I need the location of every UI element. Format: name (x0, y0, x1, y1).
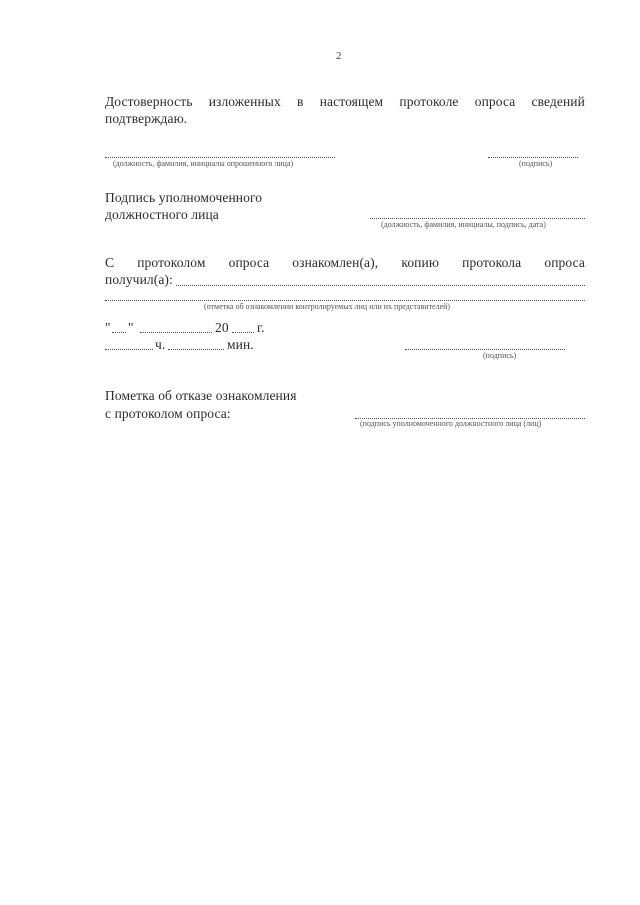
word: изложенных (208, 94, 281, 109)
time-minutes-label: мин. (227, 337, 254, 352)
refusal-label-1: Пометка об отказе ознакомления (105, 388, 297, 403)
official-signature-caption: (должность, фамилия, инициалы, подпись, дата) (381, 220, 546, 229)
word: ознакомлен(а), (292, 255, 379, 270)
official-signature-label-1: Подпись уполномоченного (105, 190, 263, 205)
date-year-suffix: г. (257, 320, 265, 335)
attestation-line-2: подтверждаю. (105, 111, 188, 126)
acknowledgement-line-2: получил(а): (105, 272, 173, 287)
word: настоящем (319, 94, 384, 109)
date-quote-close: " (128, 320, 134, 335)
word: опроса (228, 255, 270, 270)
word: протоколе (399, 94, 459, 109)
official-signature-line (370, 218, 585, 219)
respondent-caption: (должность, фамилия, инициалы опрошенного лица) (113, 159, 294, 168)
time-hours-line (105, 349, 153, 350)
word: протоколом (137, 255, 206, 270)
date-day-line (112, 332, 126, 333)
time-minutes-line (168, 349, 224, 350)
respondent-sign-caption: (подпись) (519, 159, 553, 168)
word: копию (401, 255, 440, 270)
word: Достоверность (105, 94, 193, 109)
acknowledgement-sign-line (405, 349, 565, 350)
date-year-prefix: 20 (215, 320, 229, 335)
acknowledgement-inline-line (176, 285, 585, 286)
word: С (105, 255, 115, 270)
page-number: 2 (336, 50, 342, 62)
date-quote-open: " (105, 320, 111, 335)
word: опроса (474, 94, 516, 109)
acknowledgement-sign-caption: (подпись) (483, 351, 517, 360)
acknowledgement-caption: (отметка об ознакомлении контролируемых лиц или их представителей) (204, 302, 451, 311)
time-hours-label: ч. (155, 337, 166, 352)
refusal-label-2: с протоколом опроса: (105, 406, 231, 421)
word: сведений (531, 94, 585, 109)
date-year-line (232, 332, 254, 333)
official-signature-label-2: должностного лица (105, 207, 219, 222)
refusal-caption: (подпись уполномоченного должностного лица (лиц) (360, 419, 542, 428)
acknowledgement-full-line (105, 300, 585, 301)
acknowledgement-line-1 (105, 255, 585, 271)
word: протокола (462, 255, 522, 270)
respondent-signature-line (105, 157, 335, 158)
respondent-sign-line (488, 157, 578, 158)
attestation-line-1 (105, 94, 585, 110)
word: опроса (544, 255, 585, 270)
date-month-line (140, 332, 212, 333)
word: в (297, 94, 304, 109)
